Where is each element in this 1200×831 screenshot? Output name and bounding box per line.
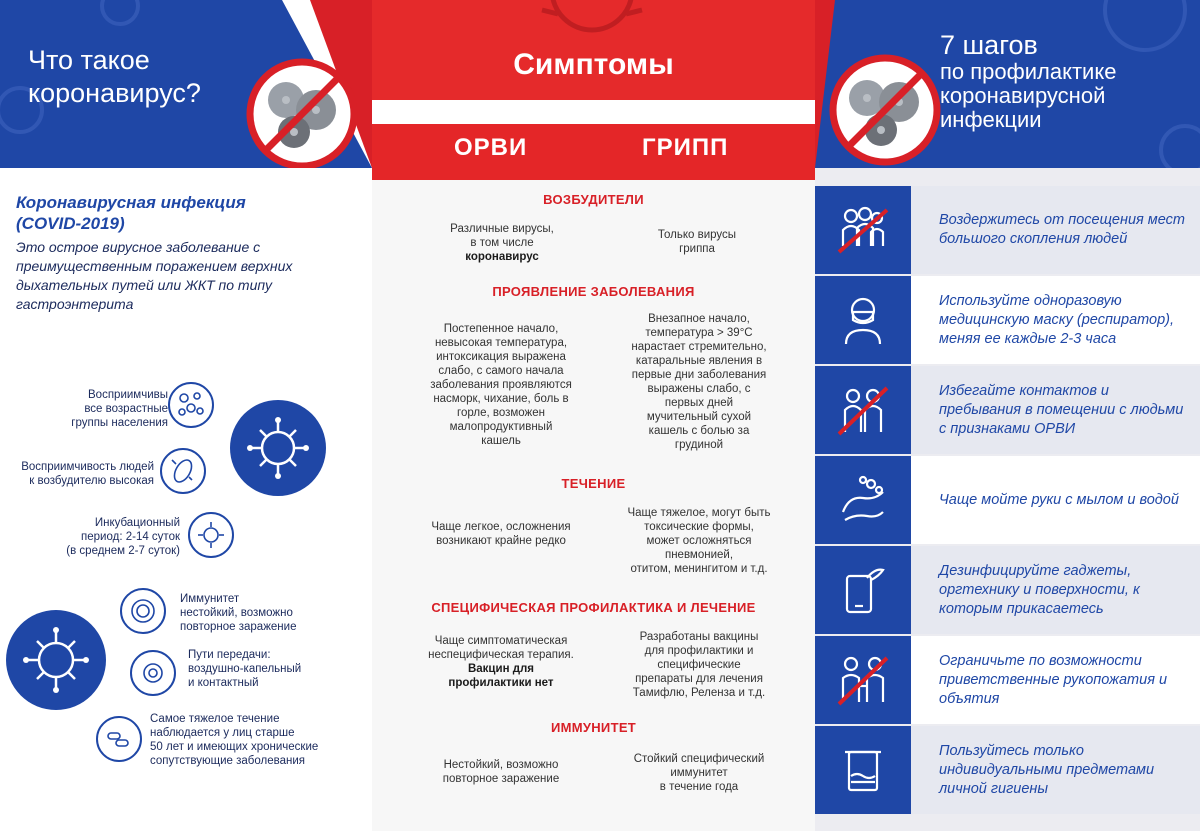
- step-personal-hygiene: [815, 726, 1200, 814]
- germ-icon: [188, 512, 234, 558]
- fact-susceptible-all-ages: Восприимчивы все возрастные группы населения: [71, 389, 168, 429]
- step-wash-hands: [815, 456, 1200, 544]
- immunity-orvi: Нестойкий, возможно повторное заражение: [442, 759, 560, 785]
- fact-incubation-period: Инкубационный период: 2-14 суток (в среднем 2-7 суток): [66, 517, 180, 557]
- manifestation-orvi: Постепенное начало, невысокая температура, интоксикация выражена слабо, с самого начала заболевания проявляются насморк, чихание, боль в горле, возможен малопродуктивный кашель: [430, 323, 572, 447]
- crossed-virus-icon: [246, 58, 358, 168]
- crowd-crossed-icon: [815, 186, 911, 274]
- covid-description: Это острое вирусное заболевание с преимущественным поражением верхних дыхательных путей или ЖКТ по типу гастроэнтерита: [16, 239, 293, 312]
- bacterium-icon: [160, 448, 206, 494]
- bg-virus-decoration-icon: [522, 0, 662, 40]
- step-text: Избегайте контактов и пребывания в помещении с людьми с признаками ОРВИ: [911, 366, 1200, 454]
- orvi-column-header: ОРВИ: [454, 134, 528, 161]
- section-prevention-heading: СПЕЦИФИЧЕСКАЯ ПРОФИЛАКТИКА И ЛЕЧЕНИЕ: [431, 600, 756, 615]
- step-use-mask: [815, 276, 1200, 364]
- middle-header: [372, 0, 815, 180]
- course-gripp: Чаще тяжелое, могут быть токсические формы, может осложняться пневмонией, отитом, менингитом и т.д.: [627, 507, 771, 575]
- section-course-heading: ТЕЧЕНИЕ: [561, 476, 626, 491]
- handshake-crossed-icon: [815, 636, 911, 724]
- step-text: Ограничьте по возможности приветственные рукопожатия и объятия: [911, 636, 1200, 724]
- pathogens-gripp: Только вирусы гриппа: [657, 229, 737, 255]
- step-text: Пользуйтесь только индивидуальными предметами личной гигиены: [911, 726, 1200, 814]
- step-limit-handshakes: [815, 636, 1200, 724]
- pathogens-orvi: Различные вирусы, в том числе коронавирус: [450, 223, 554, 263]
- prevention-orvi: Чаще симптоматическая неспецифическая терапия. Вакцин для профилактики нет: [428, 635, 574, 689]
- immunity-gripp: Стойкий специфический иммунитет в течение года: [633, 753, 765, 793]
- sneeze-crossed-icon: [815, 366, 911, 454]
- droplet-icon: [130, 650, 176, 696]
- fact-severe-course: Самое тяжелое течение наблюдается у лиц старше 50 лет и имеющих хронические сопутствующие заболевания: [150, 713, 319, 767]
- virus-small-icon: [120, 588, 166, 634]
- virus-big-icon: [230, 400, 326, 496]
- gripp-column-header: ГРИПП: [642, 134, 729, 161]
- step-disinfect: [815, 546, 1200, 634]
- pills-icon: [96, 716, 142, 762]
- covid-title: Коронавирусная инфекция (COVID-2019): [16, 193, 246, 233]
- step-text: Чаще мойте руки с мылом и водой: [911, 456, 1200, 544]
- step-text: Используйте одноразовую медицинскую маску (респиратор), меняя ее каждые 2-3 часа: [911, 276, 1200, 364]
- mask-icon: [815, 276, 911, 364]
- section-manifestation-heading: ПРОЯВЛЕНИЕ ЗАБОЛЕВАНИЯ: [492, 284, 695, 299]
- step-text: Дезинфицируйте гаджеты, оргтехнику и поверхности, к которым прикасаетесь: [911, 546, 1200, 634]
- right-panel: [815, 0, 1200, 831]
- towel-icon: [815, 726, 911, 814]
- phone-disinfect-icon: [815, 546, 911, 634]
- virus-big-icon-2: [6, 610, 106, 710]
- left-panel: [0, 0, 372, 831]
- step-text: Воздержитесь от посещения мест большого скопления людей: [911, 186, 1200, 274]
- right-title: 7 шагов по профилактике коронавирусной инфекции: [940, 30, 1117, 132]
- hand-wash-icon: [815, 456, 911, 544]
- course-orvi: Чаще легкое, осложнения возникают крайне редко: [431, 521, 571, 547]
- step-avoid-contacts: [815, 366, 1200, 454]
- fact-transmission: Пути передачи: воздушно-капельный и контактный: [188, 649, 302, 689]
- right-header: [815, 0, 1200, 168]
- crossed-virus-icon: [829, 54, 941, 166]
- manifestation-gripp: Внезапное начало, температура > 39°С нарастает стремительно, катаральные явления в первые дни заболевания выражены слабо, с первых дней мучительный сухой кашель с болью за грудиной: [631, 313, 767, 451]
- left-header: [0, 0, 372, 168]
- step-avoid-crowds: [815, 186, 1200, 274]
- section-immunity-heading: ИММУНИТЕТ: [550, 720, 637, 735]
- middle-panel: [372, 0, 815, 831]
- section-pathogens-heading: ВОЗБУДИТЕЛИ: [543, 192, 644, 207]
- prevention-gripp: Разработаны вакцины для профилактики и специфические препараты для лечения Тамифлю, Реленза и т.д.: [632, 631, 766, 699]
- fact-immunity: Иммунитет нестойкий, возможно повторное заражение: [180, 593, 297, 633]
- fact-susceptibility-high: Восприимчивость людей к возбудителю высокая: [21, 461, 154, 487]
- symptoms-title: Симптомы: [513, 48, 674, 81]
- left-title: Что такое коронавирус?: [28, 45, 201, 108]
- cells-icon: [168, 382, 214, 428]
